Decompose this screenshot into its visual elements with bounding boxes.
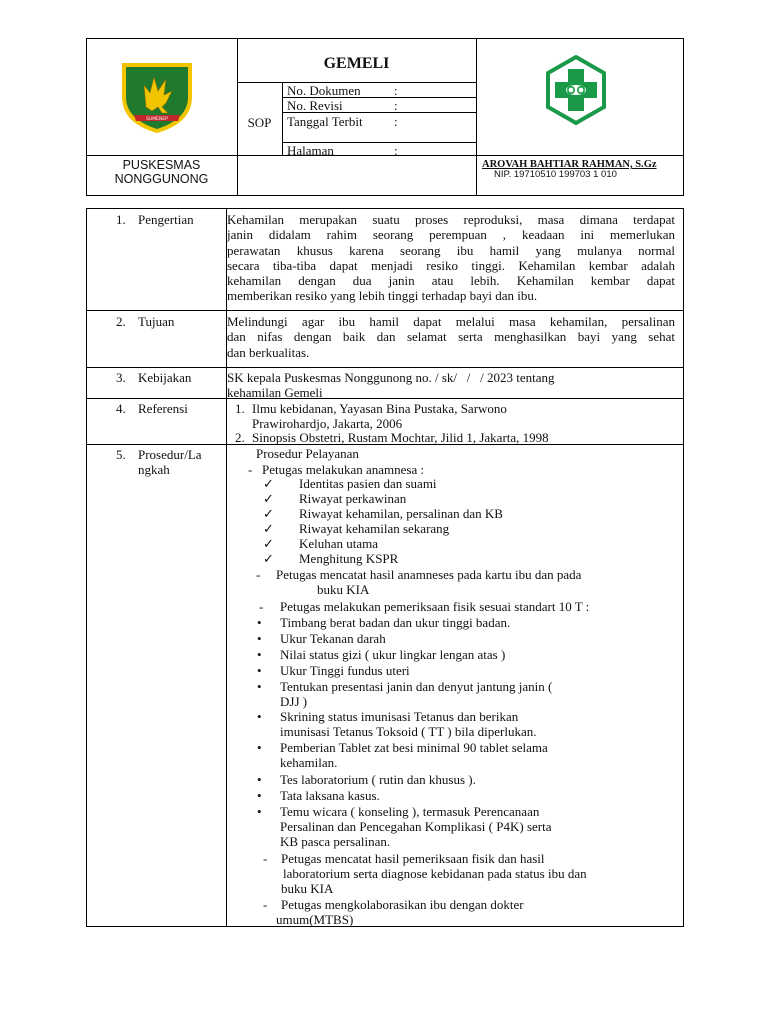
record-anamnesis-line2: buku KIA (317, 582, 370, 597)
exam-intro: Petugas melakukan pemeriksaan fisik sesuai standart 10 T : (280, 599, 590, 614)
kebijakan-line1: SK kepala Puskesmas Nonggunong no. / sk/ / / 2023 tentang (227, 370, 555, 385)
bullet-icon: • (257, 804, 262, 819)
check-icon: ✓ (263, 476, 274, 491)
header-divider (86, 155, 684, 156)
org-name-line2: NONGGUNONG (114, 172, 209, 186)
record-exam-line1: Petugas mencatat hasil pemeriksaan fisik dan hasil (281, 851, 545, 866)
collab-line1: Petugas mengkolaborasikan ibu dengan dokter (281, 897, 524, 912)
section-name-prosedur-line1: Prosedur/La (138, 447, 202, 462)
section-name-referensi: Referensi (138, 401, 188, 416)
bullet-icon: • (257, 772, 262, 787)
text-line: secara tiba-tiba dapat menjadi resiko tinggi. Kehamilan kembar adalah (227, 257, 675, 273)
field-sep: : (394, 143, 398, 158)
check-icon: ✓ (263, 536, 274, 551)
header-divider (476, 38, 477, 196)
check-item: Riwayat kehamilan sekarang (299, 521, 450, 536)
bullet-item-cont: KB pasca persalinan. (280, 834, 391, 849)
field-label-no-dokumen: No. Dokumen (287, 83, 361, 98)
bullet-item-cont: kehamilan. (280, 755, 338, 770)
text-line: dan nifas dengan baik dan selamat serta menghasilkan bayi yang sehat (227, 329, 675, 345)
bullet-item-cont: Persalinan dan Pencegahan Komplikasi ( P4K) serta (280, 819, 552, 834)
document-title: GEMELI (323, 55, 390, 72)
dash-glyph: - (256, 567, 261, 582)
puskesmas-logo (541, 55, 611, 125)
kebijakan-line2: kehamilan Gemeli (227, 385, 323, 400)
check-item: Riwayat perkawinan (299, 491, 407, 506)
table-row-divider (86, 310, 684, 311)
text-line: perawatan khusus karena seorang ibu hamil yang mulanya normal (227, 242, 675, 258)
check-icon: ✓ (263, 521, 274, 536)
section-number: 1. (116, 212, 126, 227)
field-sep: : (394, 83, 398, 98)
text-line: dan berkualitas. (227, 344, 310, 360)
bullet-item: Ukur Tinggi fundus uteri (280, 663, 410, 678)
bullet-item: Tata laksana kasus. (280, 788, 380, 803)
record-anamnesis-line1: Petugas mencatat hasil anamneses pada kartu ibu dan pada (276, 567, 582, 582)
bullet-item: Pemberian Tablet zat besi minimal 90 tablet selama (280, 740, 548, 755)
record-exam-line2: laboratorium serta diagnose kebidanan pada status ibu dan (283, 866, 587, 881)
field-label-no-revisi: No. Revisi (287, 98, 343, 113)
check-icon: ✓ (263, 551, 274, 566)
text-line: memberikan resiko yang lebih tinggi terhadap bayi dan ibu. (227, 288, 538, 304)
bullet-icon: • (257, 788, 262, 803)
text-line: janin didalam rahim seorang perempuan , keadaan ini memerlukan (227, 227, 675, 243)
bullet-item: Skrining status imunisasi Tetanus dan berikan (280, 709, 519, 724)
field-sep: : (394, 98, 398, 113)
record-exam-line3: buku KIA (281, 881, 334, 896)
ref-1-line1: Ilmu kebidanan, Yayasan Bina Pustaka, Sarwono (252, 401, 507, 416)
table-row-divider (86, 367, 684, 368)
bullet-icon: • (257, 679, 262, 694)
bullet-icon: • (257, 663, 262, 678)
bullet-item-cont: imunisasi Tetanus Toksoid ( TT ) bila diperlukan. (280, 724, 537, 739)
dash-glyph: - (259, 599, 264, 614)
bullet-item: Tes laboratorium ( rutin dan khusus ). (280, 772, 476, 787)
ref-2-line1: Sinopsis Obstetri, Rustam Mochtar, Jilid 1, Jakarta, 1998 (252, 430, 549, 445)
section-name-prosedur-line2: ngkah (138, 462, 170, 477)
crest-banner-text: SUMENEP (146, 117, 168, 122)
check-item: Identitas pasien dan suami (299, 476, 437, 491)
bullet-item: Timbang berat badan dan ukur tinggi badan. (280, 615, 511, 630)
field-label-tanggal-terbit: Tanggal Terbit (287, 114, 363, 129)
anamnesa-intro: Petugas melakukan anamnesa : (262, 462, 425, 477)
collab-line2: umum(MTBS) (276, 912, 354, 927)
bullet-item: Tentukan presentasi janin dan denyut jantung janin ( (280, 679, 553, 694)
signatory-nip: NIP. 19710510 199703 1 010 (494, 169, 617, 180)
section-number: 3. (116, 370, 126, 385)
ref-1-line2: Prawirohardjo, Jakarta, 2006 (252, 416, 403, 431)
crest-logo (116, 57, 198, 135)
bullet-icon: • (257, 647, 262, 662)
section-name-tujuan: Tujuan (138, 314, 175, 329)
bullet-item-cont: DJJ ) (280, 694, 308, 709)
section-number: 4. (116, 401, 126, 416)
bullet-item: Temu wicara ( konseling ), termasuk Perencanaan (280, 804, 540, 819)
text-line: kehamilan dengan dua janin atau lebih. Kehamilan kembar dapat (227, 273, 675, 289)
procedure-heading: Prosedur Pelayanan (256, 446, 359, 461)
table-row-divider (86, 398, 684, 399)
signatory-name: AROVAH BAHTIAR RAHMAN, S.Gz (482, 159, 657, 170)
ref-number: 1. (235, 401, 245, 416)
text-line: Kehamilan merupakan suatu proses reproduksi, masa dimana terdapat (227, 212, 675, 227)
check-item: Riwayat kehamilan, persalinan dan KB (299, 506, 503, 521)
dash-glyph: - (248, 462, 253, 477)
header-divider (282, 82, 283, 155)
section-number: 5. (116, 447, 126, 462)
bullet-icon: • (257, 615, 262, 630)
check-icon: ✓ (263, 506, 274, 521)
check-item: Menghitung KSPR (299, 551, 399, 566)
bullet-item: Nilai status gizi ( ukur lingkar lengan atas ) (280, 647, 506, 662)
bullet-icon: • (257, 631, 262, 646)
ref-number: 2. (235, 430, 245, 445)
check-item: Keluhan utama (299, 536, 379, 551)
tujuan-text (227, 314, 675, 360)
check-icon: ✓ (263, 491, 274, 506)
pengertian-text (227, 212, 675, 304)
field-sep: : (394, 114, 398, 129)
bullet-icon: • (257, 709, 262, 724)
field-label-halaman: Halaman (287, 143, 334, 158)
section-number: 2. (116, 314, 126, 329)
dash-glyph: - (263, 897, 268, 912)
sop-label: SOP (247, 115, 272, 130)
org-name-line1: PUSKESMAS (122, 158, 201, 172)
bullet-item: Ukur Tekanan darah (280, 631, 386, 646)
section-name-kebijakan: Kebijakan (138, 370, 192, 385)
dash-glyph: - (263, 851, 268, 866)
text-line: Melindungi agar ibu hamil dapat melalui masa kehamilan, persalinan (227, 314, 675, 329)
section-name-pengertian: Pengertian (138, 212, 194, 227)
bullet-icon: • (257, 740, 262, 755)
